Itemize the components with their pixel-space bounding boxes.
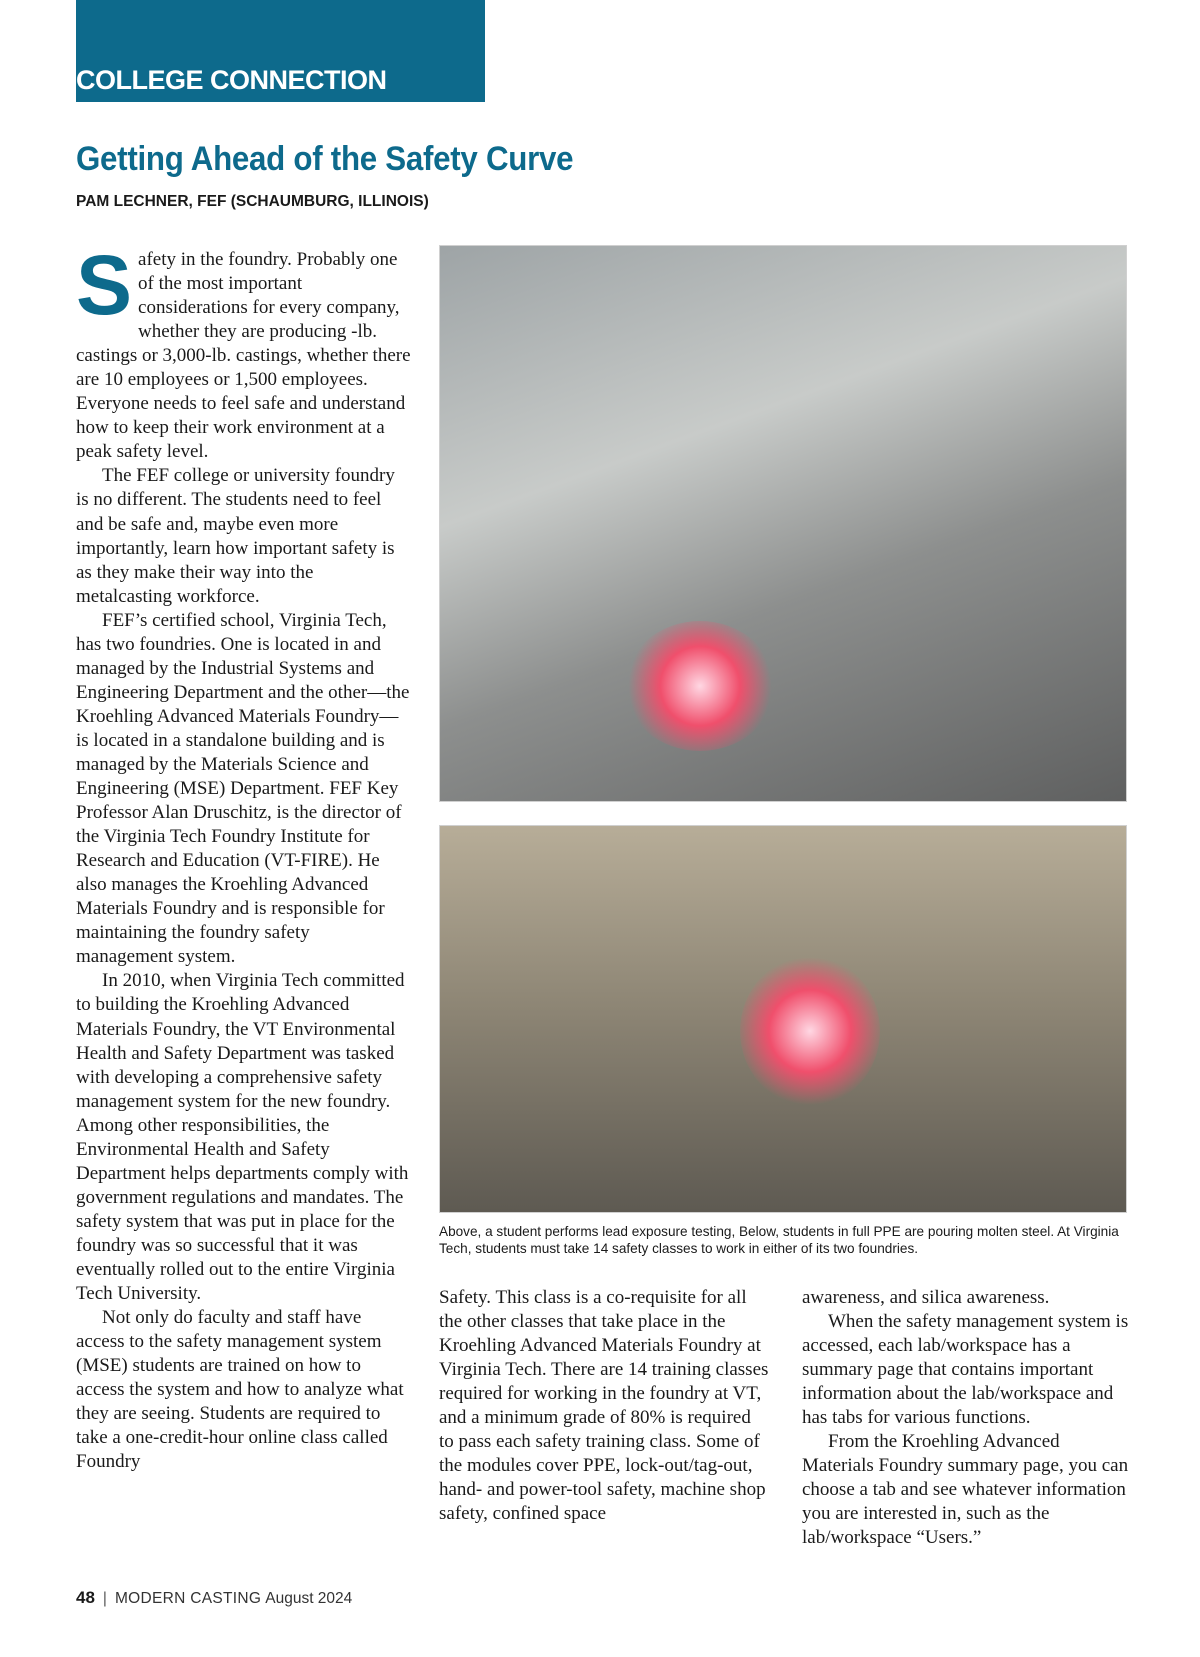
- body-paragraph: awareness, and silica awareness.: [802, 1287, 1050, 1308]
- body-paragraph: FEF’s certified school, Virginia Tech, has two foundries. One is located in and managed by the Industrial Systems and Engineering Department and the other—the Kroehling Advanced Materials Foundry—is located in a standalone building and is managed by the Materials Science and Engineering (MSE) Department. FEF Key Professor Alan Druschitz, is the director of the Virginia Tech Foundry Institute for Research and Education (VT-FIRE). He also manages the Kroehling Advanced Materials Foundry and is responsible for maintaining the foundry safety management system.: [76, 609, 410, 968]
- body-paragraph: When the safety management system is accessed, each lab/workspace has a summary page that contains important information about the lab/workspace and has tabs for various functions.: [802, 1311, 1129, 1429]
- molten-metal-glow: [625, 621, 775, 751]
- photo-lead-exposure-testing: [439, 245, 1127, 802]
- section-header-bar: [76, 0, 485, 102]
- body-paragraph: [76, 238, 411, 464]
- article-byline: PAM LECHNER, FEF (SCHAUMBURG, ILLINOIS): [76, 193, 429, 210]
- photo-caption: Above, a student performs lead exposure testing, Below, students in full PPE are pouring molten steel. At Virginia Tech, students must take 14 safety classes to work in either of its two foundries.: [439, 1224, 1119, 1256]
- body-paragraph: The FEF college or university foundry is no different. The students need to feel and be safe and, maybe even more importantly, learn how important safety is as they make their way into the metalcasting workforce.: [76, 465, 395, 607]
- photo-pouring-molten-steel: [439, 825, 1127, 1213]
- page-number: 48: [76, 1588, 95, 1607]
- body-paragraph-text: afety in the foundry. Probably one of the most important considerations for every company, whether they are producing -lb. castings or 3,000-lb. castings, whether there are 10 employees or 1,500 employees. Everyone needs to feel safe and understand how to keep their work environment at a peak safety level.: [76, 249, 411, 463]
- body-column-right: [802, 1286, 1132, 1551]
- body-column-middle: [439, 1286, 769, 1526]
- drop-cap: S: [76, 238, 133, 332]
- body-column-left: [76, 238, 411, 1474]
- article-title: Getting Ahead of the Safety Curve: [76, 140, 574, 178]
- footer-separator: |: [102, 1590, 107, 1607]
- magazine-name: MODERN CASTING: [114, 1590, 262, 1607]
- section-label: COLLEGE CONNECTION: [76, 65, 387, 95]
- body-paragraph: In 2010, when Virginia Tech committed to building the Kroehling Advanced Materials Foundry, the VT Environmental Health and Safety Department was tasked with developing a comprehensive safety management system for the new foundry. Among other responsibilities, the Environmental Health and Safety Department helps departments comply with government regulations and mandates. The safety system that was put in place for the foundry was so successful that it was eventually rolled out to the entire Virginia Tech University.: [76, 970, 409, 1305]
- body-paragraph: From the Kroehling Advanced Materials Foundry summary page, you can choose a tab and see whatever information you are interested in, such as the lab/workspace “Users.”: [802, 1431, 1129, 1549]
- body-paragraph: Not only do faculty and staff have access to the safety management system (MSE) students are trained on how to access the system and how to analyze what they are seeing. Students are required to take a one-credit-hour online class called Foundry: [76, 1307, 404, 1473]
- page-footer: [76, 1588, 352, 1608]
- body-paragraph: Safety. This class is a co-requisite for all the other classes that take place in the Kroehling Advanced Materials Foundry at Virginia Tech. There are 14 training classes required for working in the foundry at VT, and a minimum grade of 80% is required to pass each safety training class. Some of the modules cover PPE, lock-out/tag-out, hand- and power-tool safety, machine shop safety, confined space: [439, 1287, 769, 1525]
- furnace-glow: [740, 956, 880, 1106]
- issue-date: August 2024: [265, 1590, 353, 1607]
